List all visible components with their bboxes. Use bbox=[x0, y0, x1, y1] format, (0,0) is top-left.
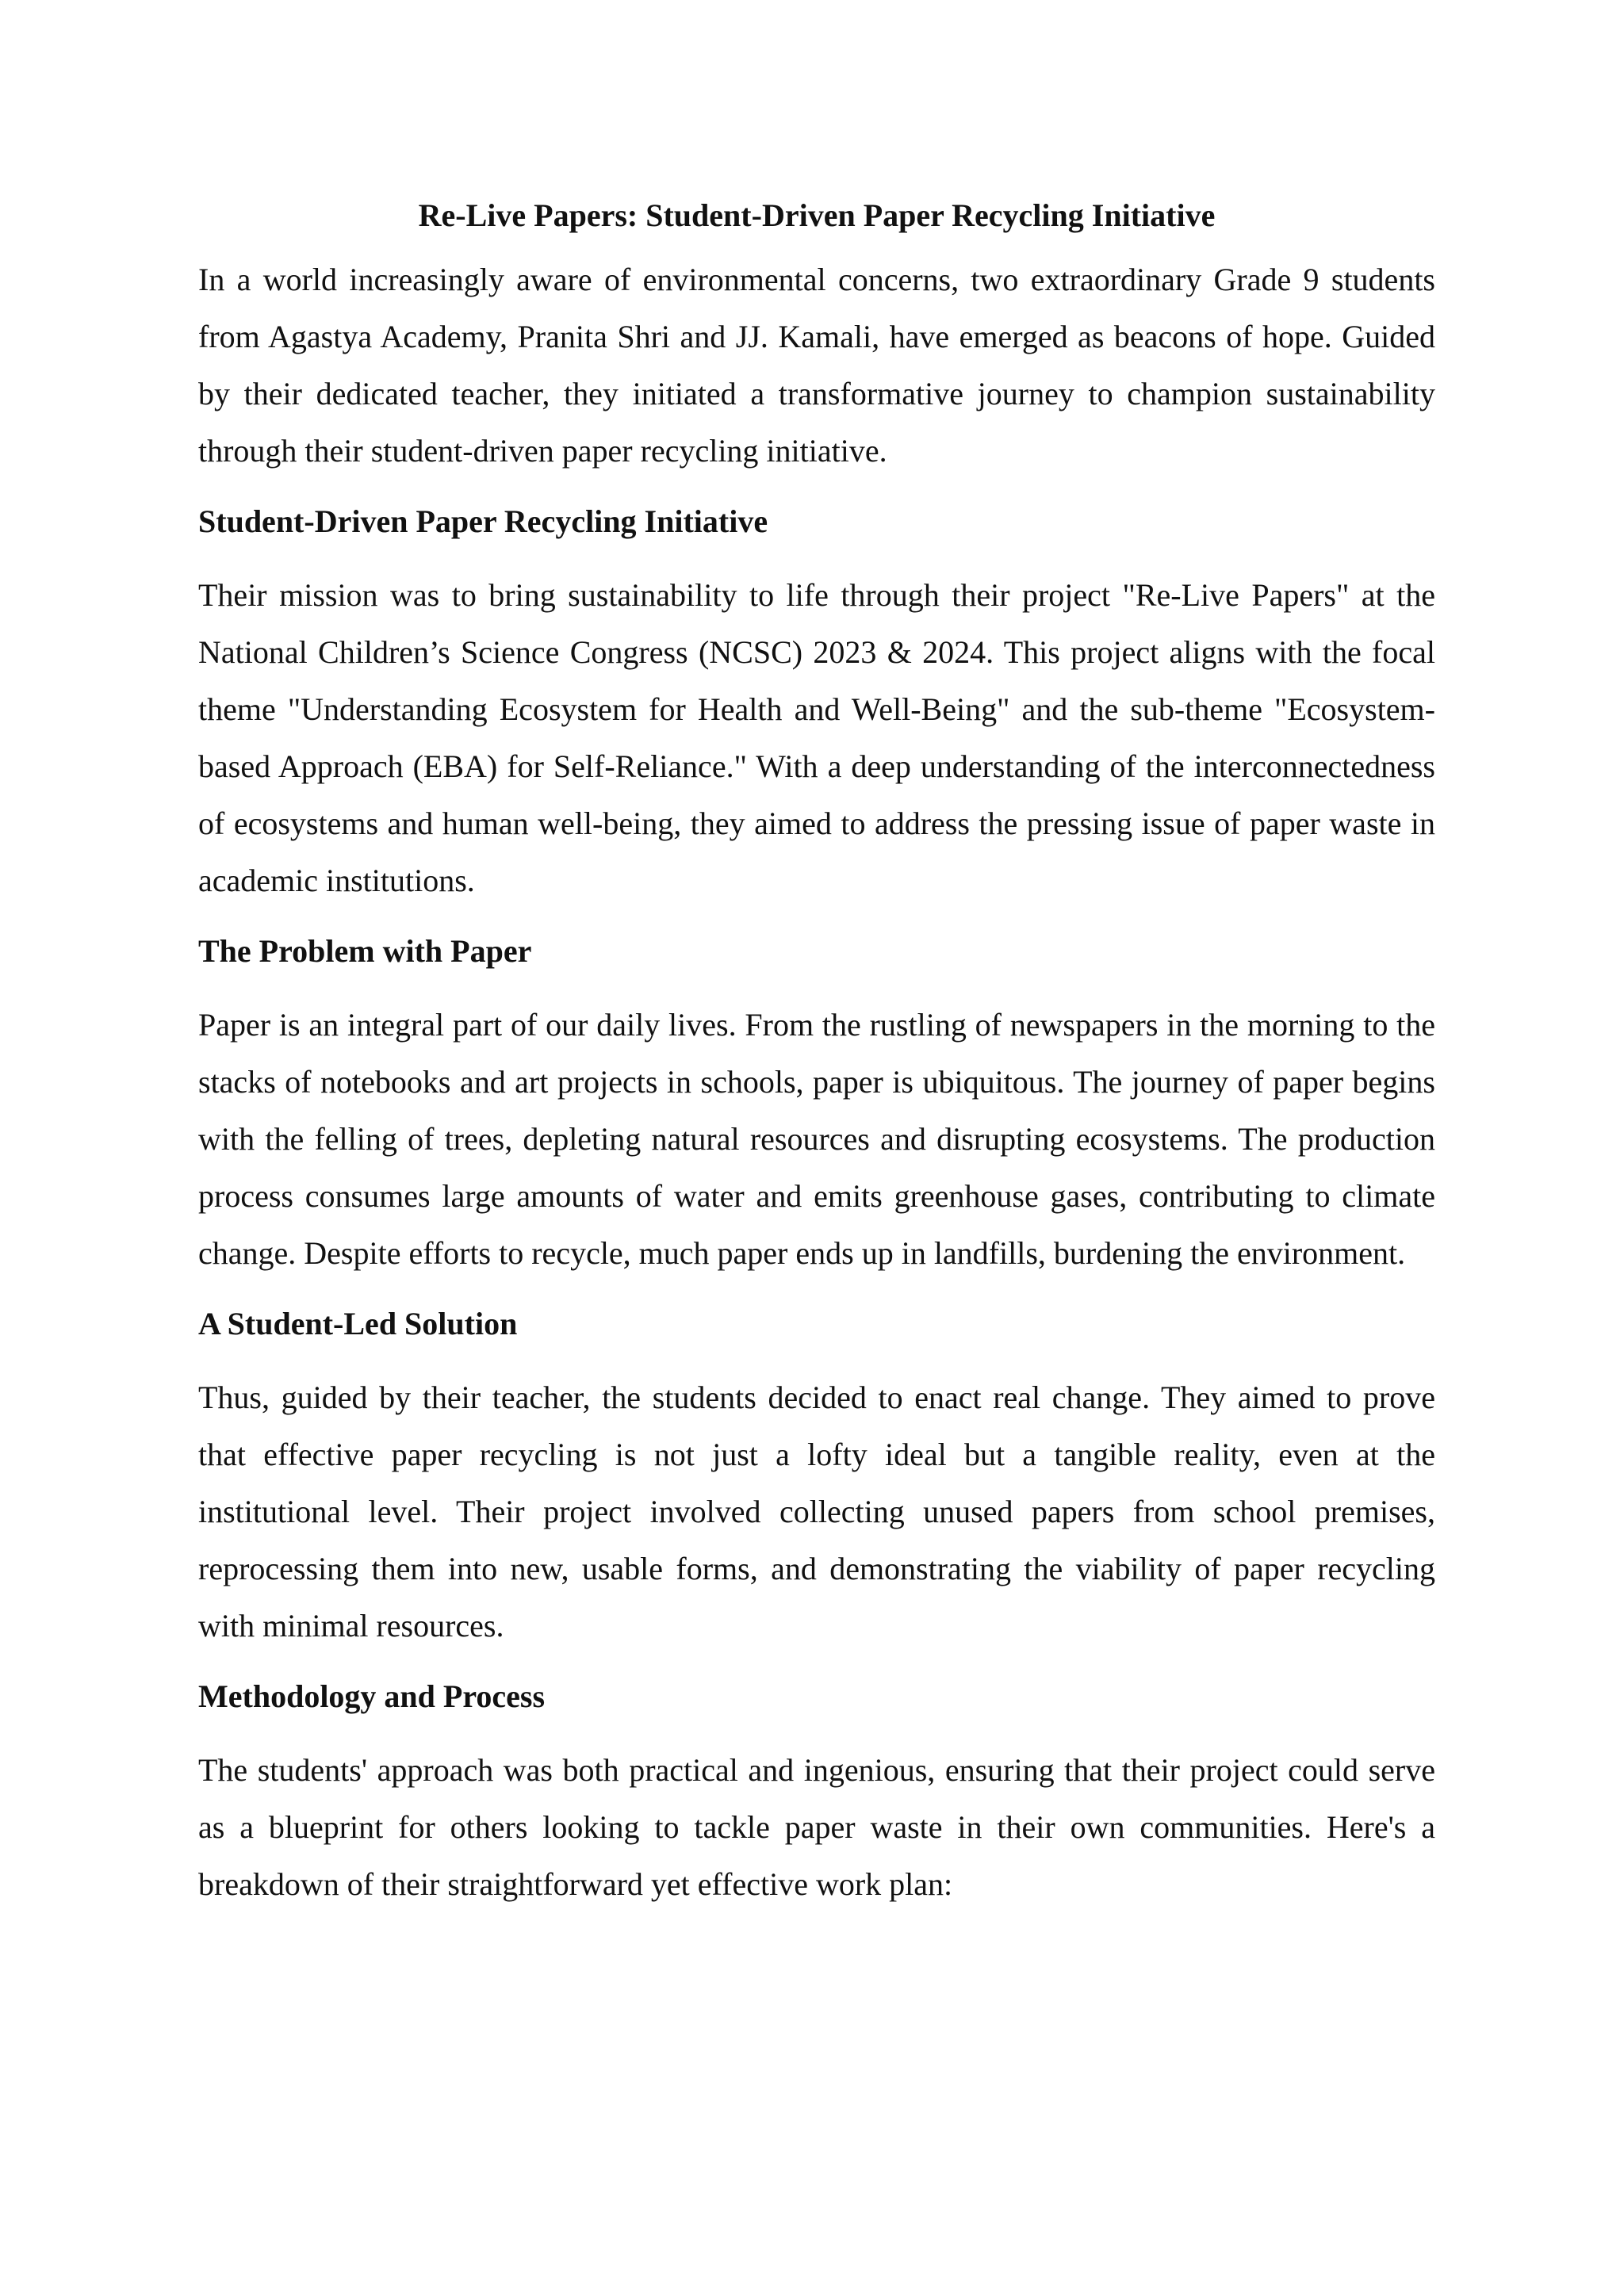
section-body-initiative: Their mission was to bring sustainability to life through their project "Re-Live Papers" at the National Children’s Science Congress (NCSC) 2023 & 2024. This project aligns with the focal theme "Understanding Ecosystem for Health and Well-Being" and the sub-theme "Ecosystem-based Approach (EBA) for Self-Reliance." With a deep understanding of the interconnectedness of ecosystems and human well-being, they aimed to address the pressing issue of paper waste in academic institutions. bbox=[198, 577, 1435, 898]
document-title: Re-Live Papers: Student-Driven Paper Recycling Initiative bbox=[418, 197, 1216, 233]
document-page bbox=[198, 194, 1435, 1934]
section-body-problem: Paper is an integral part of our daily lives. From the rustling of newspapers in the morning to the stacks of notebooks and art projects in schools, paper is ubiquitous. The journey of paper begins with the felling of trees, depleting natural resources and disrupting ecosystems. The production process consumes large amounts of water and emits greenhouse gases, contributing to climate change. Despite efforts to recycle, much paper ends up in landfills, burdening the environment. bbox=[198, 1007, 1435, 1271]
section-heading-methodology: Methodology and Process bbox=[198, 1678, 546, 1714]
section-heading-problem: The Problem with Paper bbox=[198, 933, 532, 969]
section-heading-initiative: Student-Driven Paper Recycling Initiative bbox=[198, 503, 768, 539]
section-heading-solution: A Student-Led Solution bbox=[198, 1306, 518, 1341]
section-body-methodology: The students' approach was both practical and ingenious, ensuring that their project could serve as a blueprint for others looking to tackle paper waste in their own communities. Here's a breakdown of their straightforward yet effective work plan: bbox=[198, 1752, 1435, 1902]
section-body-solution: Thus, guided by their teacher, the students decided to enact real change. They aimed to prove that effective paper recycling is not just a lofty ideal but a tangible reality, even at the institutional level. Their project involved collecting unused papers from school premises, reprocessing them into new, usable forms, and demonstrating the viability of paper recycling with minimal resources. bbox=[198, 1380, 1435, 1644]
intro-paragraph: In a world increasingly aware of environmental concerns, two extraordinary Grade 9 students from Agastya Academy, Pranita Shri and JJ. Kamali, have emerged as beacons of hope. Guided by their dedicated teacher, they initiated a transformative journey to champion sustainability through their student-driven paper recycling initiative. bbox=[198, 262, 1435, 469]
